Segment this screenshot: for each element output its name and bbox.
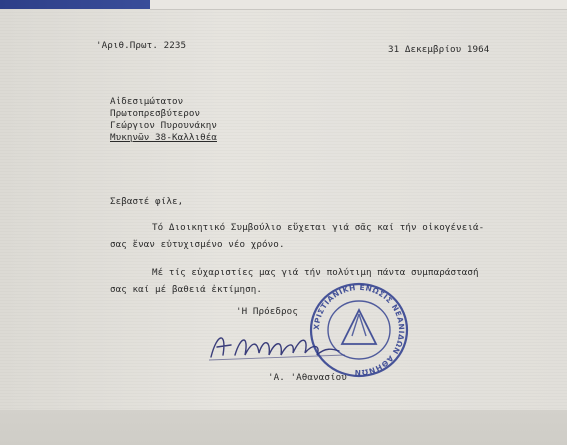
body-line: Τό Διοικητικό Συμβούλιο εὔχεται γιά σᾶς καί τήν οἰκογένειά- bbox=[152, 222, 485, 233]
body-line: σας καί μέ βαθειά ἐκτίμηση. bbox=[110, 284, 263, 295]
paper-fold bbox=[0, 410, 567, 445]
organization-stamp bbox=[304, 280, 414, 380]
recipient-address: Μυκηνῶν 38-Καλλιθέα bbox=[110, 132, 217, 143]
top-edge-strip bbox=[150, 0, 567, 10]
body-line: σας ἕναν εὐτυχισμένο νέο χρόνο. bbox=[110, 239, 285, 250]
body-line: Μέ τίς εὐχαριστίες μας γιά τήν πολύτιμη πάντα συμπαράστασή bbox=[152, 267, 479, 278]
salutation: Σεβαστέ φίλε, bbox=[110, 196, 184, 207]
letter-date: 31 Δεκεμβρίου 1964 bbox=[388, 44, 490, 55]
recipient-line: Αἰδεσιμώτατον bbox=[110, 96, 184, 107]
svg-text:ΧΡΙΣΤΙΑΝΙΚΗ ΕΝΩΣΙΣ ΝΕΑΝΙΔΩΝ ΑΘ: ΧΡΙΣΤΙΑΝΙΚΗ ΕΝΩΣΙΣ ΝΕΑΝΙΔΩΝ ΑΘΗΝΩΝ bbox=[311, 282, 407, 378]
reference-number: 'Αριθ.Πρωτ. 2235 bbox=[96, 40, 187, 51]
signer-name: 'Α. 'Αθανασίου bbox=[268, 372, 347, 383]
recipient-line: Γεώργιον Πυρουνάκην bbox=[110, 120, 217, 131]
signer-title: 'Η Πρόεδρος bbox=[236, 306, 298, 317]
recipient-line: Πρωτοπρεσβύτερον bbox=[110, 108, 201, 119]
